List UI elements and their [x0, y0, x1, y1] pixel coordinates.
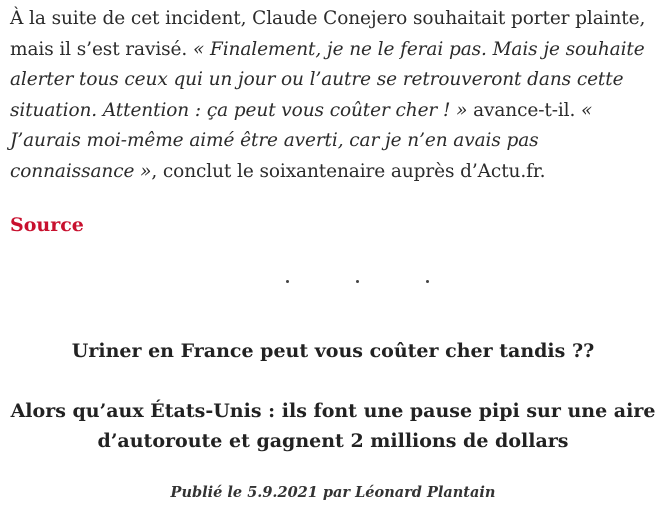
paragraph-text-3: , conclut le soixantenaire auprès d’Actu.fr. — [151, 160, 546, 182]
separator-dot — [356, 280, 359, 283]
source-link[interactable]: Source — [10, 214, 84, 236]
related-headline-2-line-1: Alors qu’aux États-Unis : ils font une pause pipi sur une aire — [10, 400, 656, 422]
separator-dot — [426, 280, 429, 283]
related-headline-1[interactable]: Uriner en France peut vous coûter cher tandis ?? — [71, 340, 595, 362]
paragraph-text-2: avance-t-il. — [467, 99, 582, 121]
quote-1: « Finalement, je ne le ferai pas. Mais je souhaite alerter tous ceux qui un jour ou l’autre se retrouveront dans cette situation. Attention : ça peut vous coûter cher ! » — [10, 38, 645, 121]
article-paragraph — [10, 4, 660, 187]
separator-dot — [286, 280, 289, 283]
paragraph-text-1: À la suite de cet incident, Claude Conejero souhaitait porter plainte, mais il s’est ravisé. — [10, 8, 646, 60]
byline: Publié le 5.9.2021 par Léonard Plantain — [170, 484, 496, 501]
related-headline-2-line-2: d’autoroute et gagnent 2 millions de dollars — [97, 430, 569, 452]
section-separator — [0, 272, 666, 292]
quote-2: « J’aurais moi-même aimé être averti, car je n’en avais pas connaissance » — [10, 99, 593, 182]
article-body — [10, 4, 660, 187]
related-headline-2[interactable] — [0, 396, 666, 456]
